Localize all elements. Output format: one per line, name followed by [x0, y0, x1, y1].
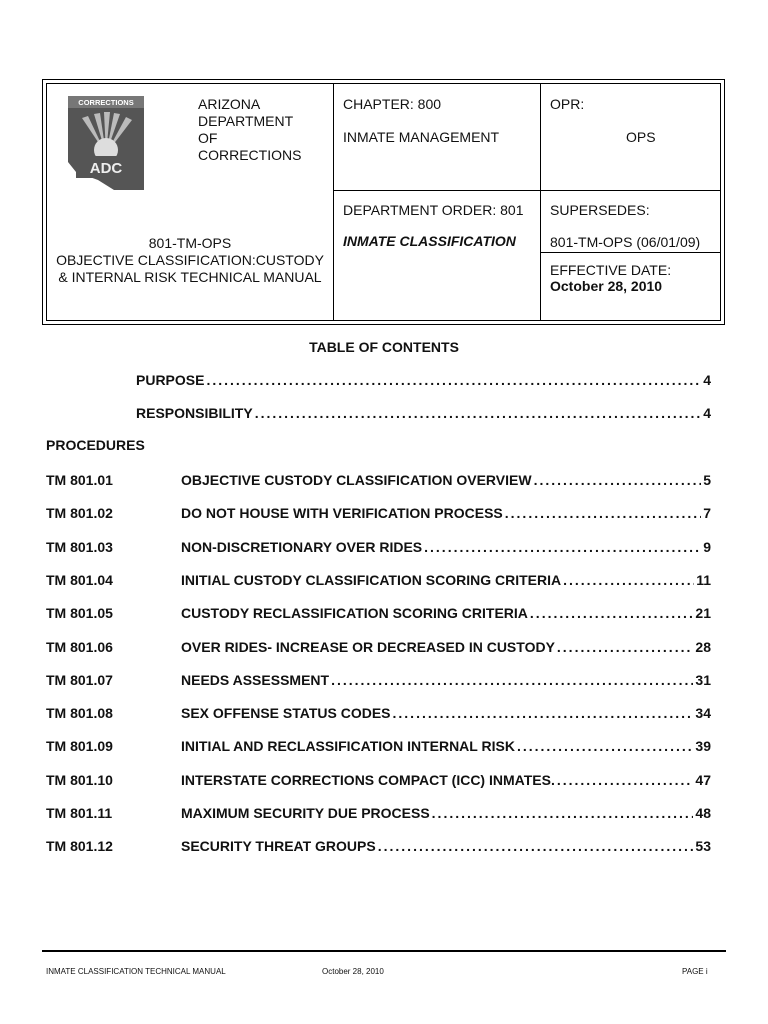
toc-item-number: TM 801.04	[46, 572, 113, 588]
leader-dots	[378, 838, 694, 855]
toc-item-label: NEEDS ASSESSMENT	[181, 672, 330, 688]
toc-item-page: 7	[703, 505, 711, 521]
opr-value: OPS	[626, 129, 656, 145]
toc-item-label: INITIAL AND RECLASSIFICATION INTERNAL RISK	[181, 738, 515, 754]
leader-dots	[331, 672, 693, 689]
toc-item-number: TM 801.08	[46, 705, 113, 721]
toc-entry-page: 4	[703, 372, 711, 388]
toc-item-page: 53	[695, 838, 711, 854]
toc-item[interactable]	[181, 572, 711, 589]
toc-item-page: 34	[695, 705, 711, 721]
toc-entry-label: RESPONSIBILITY	[136, 405, 253, 421]
toc-item-page: 31	[695, 672, 711, 688]
logo-bottom-text: ADC	[89, 160, 123, 177]
toc-item-number: TM 801.12	[46, 838, 113, 854]
footer-center: October 28, 2010	[322, 967, 384, 976]
supersedes-label: SUPERSEDES:	[550, 202, 650, 218]
logo-top-text: CORRECTIONS	[78, 98, 134, 107]
leader-dots	[206, 372, 701, 389]
adc-logo-icon	[68, 96, 144, 190]
toc-item[interactable]	[181, 539, 711, 556]
toc-item-label: CUSTODY RECLASSIFICATION SCORING CRITERIA	[181, 605, 528, 621]
footer-right: PAGE i	[682, 967, 708, 976]
toc-entry-purpose[interactable]	[136, 372, 711, 389]
footer-left: INMATE CLASSIFICATION TECHNICAL MANUAL	[46, 967, 226, 976]
toc-item-number: TM 801.05	[46, 605, 113, 621]
effective-date-value: October 28, 2010	[550, 278, 663, 294]
toc-item-number: TM 801.02	[46, 505, 113, 521]
toc-entry-page: 4	[703, 405, 711, 421]
header-row-divider-right	[540, 252, 721, 253]
toc-item[interactable]	[181, 838, 711, 855]
agency-line-2: DEPARTMENT	[198, 113, 294, 129]
toc-item-page: 47	[695, 772, 711, 788]
supersedes-value: 801-TM-OPS (06/01/09)	[550, 234, 701, 250]
toc-item[interactable]	[181, 738, 711, 755]
leader-dots	[563, 572, 694, 589]
toc-item-page: 11	[696, 572, 711, 588]
leader-dots	[505, 505, 701, 522]
leader-dots	[432, 805, 694, 822]
footer-rule	[42, 950, 726, 952]
toc-title: TABLE OF CONTENTS	[309, 339, 459, 355]
chapter-label: CHAPTER: 800	[343, 96, 442, 112]
toc-item[interactable]	[181, 472, 711, 489]
toc-item-label: INITIAL CUSTODY CLASSIFICATION SCORING CRITERIA	[181, 572, 562, 588]
toc-item-label: INTERSTATE CORRECTIONS COMPACT (ICC) INMATES.	[181, 772, 555, 788]
toc-item-page: 9	[703, 539, 711, 555]
toc-entry-responsibility[interactable]	[136, 405, 711, 422]
agency-line-4: CORRECTIONS	[198, 147, 302, 163]
toc-item-number: TM 801.10	[46, 772, 113, 788]
chapter-title: INMATE MANAGEMENT	[343, 129, 500, 145]
dept-order-title: INMATE CLASSIFICATION	[343, 233, 516, 249]
leader-dots	[424, 539, 701, 556]
toc-item[interactable]	[181, 505, 711, 522]
toc-item-number: TM 801.01	[46, 472, 113, 488]
header-row-divider	[333, 190, 721, 191]
agency-line-1: ARIZONA	[198, 96, 261, 112]
toc-item-label: OVER RIDES- INCREASE OR DECREASED IN CUSTODY	[181, 639, 555, 655]
toc-item[interactable]	[181, 605, 711, 622]
toc-item-number: TM 801.06	[46, 639, 113, 655]
agency-line-3: OF	[198, 130, 218, 146]
toc-item-page: 48	[695, 805, 711, 821]
effective-date-label: EFFECTIVE DATE:	[550, 262, 672, 278]
toc-item-label: DO NOT HOUSE WITH VERIFICATION PROCESS	[181, 505, 503, 521]
manual-title	[48, 235, 332, 286]
manual-title-line-3: & INTERNAL RISK TECHNICAL MANUAL	[58, 269, 322, 285]
manual-title-line-2: OBJECTIVE CLASSIFICATION:CUSTODY	[56, 252, 324, 268]
toc-item[interactable]	[181, 705, 711, 722]
leader-dots	[393, 705, 694, 722]
leader-dots	[530, 605, 694, 622]
opr-label: OPR:	[550, 96, 585, 112]
toc-item-label: NON-DISCRETIONARY OVER RIDES	[181, 539, 423, 555]
toc-entry-label: PURPOSE	[136, 372, 205, 388]
header-divider-2	[540, 83, 541, 321]
toc-item-page: 21	[695, 605, 711, 621]
manual-title-line-1: 801-TM-OPS	[148, 235, 232, 251]
leader-dots	[255, 405, 702, 422]
toc-item-page: 28	[695, 639, 711, 655]
leader-dots	[534, 472, 702, 489]
toc-item-label: OBJECTIVE CUSTODY CLASSIFICATION OVERVIEW	[181, 472, 532, 488]
toc-item-number: TM 801.03	[46, 539, 113, 555]
dept-order-label: DEPARTMENT ORDER: 801	[343, 202, 524, 218]
toc-item-label: MAXIMUM SECURITY DUE PROCESS	[181, 805, 430, 821]
agency-name	[198, 96, 301, 164]
procedures-heading: PROCEDURES	[46, 437, 145, 453]
toc-item-number: TM 801.09	[46, 738, 113, 754]
toc-item[interactable]	[181, 639, 711, 656]
leader-dots	[557, 639, 694, 656]
toc-item[interactable]	[181, 805, 711, 822]
toc-item[interactable]	[181, 672, 711, 689]
toc-item-page: 5	[703, 472, 711, 488]
toc-item-label: SEX OFFENSE STATUS CODES	[181, 705, 391, 721]
toc-item-label: SECURITY THREAT GROUPS	[181, 838, 376, 854]
toc-item-number: TM 801.07	[46, 672, 113, 688]
toc-item-page: 39	[695, 738, 711, 754]
leader-dots	[517, 738, 693, 755]
leader-dots	[557, 772, 694, 789]
toc-item-number: TM 801.11	[46, 805, 113, 821]
header-divider-1	[333, 83, 334, 321]
toc-item[interactable]	[181, 772, 711, 789]
